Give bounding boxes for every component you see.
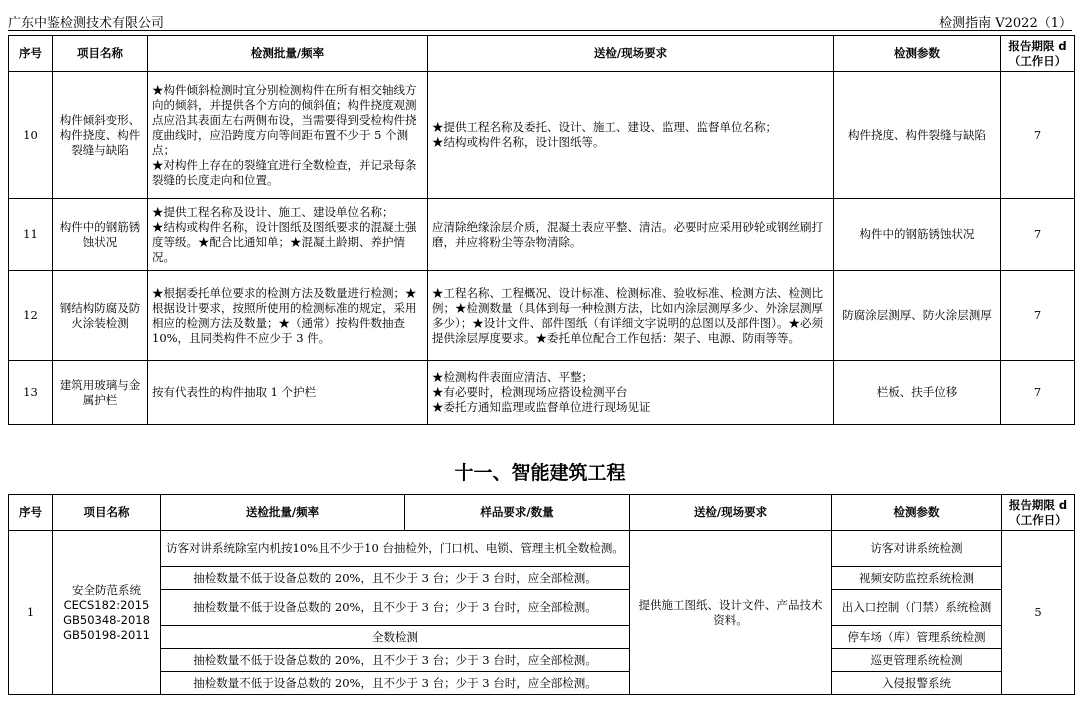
section-title: 十一、智能建筑工程 [454,462,626,484]
row-batch: ★根据委托单位要求的检测方法及数量进行检测；★根据设计要求，按照所使用的检测标准的规定，采用相应的检测方法及数量；★（通常）按构件数抽查 10%，且同类构件不应少于 3 件。 [148,271,428,361]
row-param: 停车场（库）管理系统检测 [832,626,1002,649]
row-name: 构件中的钢筋锈蚀状况 [53,199,148,271]
row-no: 13 [9,361,53,425]
table-row [9,271,1075,361]
table-row [9,649,1075,672]
name-line: 安全防范系统 [72,582,141,597]
col-header-name: 项目名称 [53,36,148,72]
row-days: 7 [1001,271,1075,361]
table-row [9,199,1075,271]
name-line: GB50198-2011 [63,627,150,642]
row-param: 防腐涂层测厚、防火涂层测厚 [834,271,1001,361]
row-batch: 全数检测 [161,626,630,649]
col-header-req: 送检/现场要求 [428,36,834,72]
col-header-days: 报告期限 d （工作日） [1002,495,1075,531]
col-header-param: 检测参数 [834,36,1001,72]
row-batch: ★提供工程名称及设计、施工、建设单位名称； ★结构或构件名称，设计图纸及图纸要求的混凝土强度等级。★配合比通知单；★混凝土龄期、养护情况。 [148,199,428,271]
row-days: 5 [1002,531,1075,695]
table-row [9,567,1075,590]
col-header-batch: 送检批量/频率 [161,495,405,531]
table-structural-tests [8,35,1075,425]
col-header-no: 序号 [9,36,53,72]
row-req: ★提供工程名称及委托、设计、施工、建设、监理、监督单位名称； ★结构或构件名称，设计图纸等。 [428,72,834,199]
row-name [53,531,161,695]
row-batch: 访客对讲系统除室内机按10%且不少于10 台抽检外，门口机、电锁、管理主机全数检测。 [161,531,630,567]
row-days: 7 [1001,361,1075,425]
row-no: 12 [9,271,53,361]
name-line: GB50348-2018 [63,612,150,627]
table-intelligent-building [8,494,1075,695]
row-req: ★检测构件表面应清洁、平整； ★有必要时，检测现场应搭设检测平台 ★委托方通知监理或监督单位进行现场见证 [428,361,834,425]
row-req: 提供施工图纸、设计文件、产品技术资料。 [630,531,832,695]
name-line: CECS182:2015 [63,597,150,612]
row-no: 10 [9,72,53,199]
row-name: 建筑用玻璃与金属护栏 [53,361,148,425]
col-header-sample: 样品要求/数量 [405,495,630,531]
col-header-days: 报告期限 d （工作日） [1001,36,1075,72]
table-header-row [9,36,1075,72]
row-param: 视频安防监控系统检测 [832,567,1002,590]
table-row [9,590,1075,626]
row-days: 7 [1001,72,1075,199]
row-batch: 按有代表性的构件抽取 1 个护栏 [148,361,428,425]
page-header [8,12,1072,31]
row-req: 应清除绝缘涂层介质，混凝土表应平整、清洁。必要时应采用砂轮或钢丝刷打磨，并应将粉尘等杂物清除。 [428,199,834,271]
table-row [9,672,1075,695]
row-no: 11 [9,199,53,271]
row-batch: 抽检数量不低于设备总数的 20%，且不少于 3 台；少于 3 台时，应全部检测。 [161,567,630,590]
table-row [9,72,1075,199]
row-batch: 抽检数量不低于设备总数的 20%，且不少于 3 台；少于 3 台时，应全部检测。 [161,590,630,626]
col-header-req: 送检/现场要求 [630,495,832,531]
table-row [9,531,1075,567]
row-param: 构件挠度、构件裂缝与缺陷 [834,72,1001,199]
row-no: 1 [9,531,53,695]
row-param: 入侵报警系统 [832,672,1002,695]
table-row [9,361,1075,425]
row-param: 出入口控制（门禁）系统检测 [832,590,1002,626]
row-param: 巡更管理系统检测 [832,649,1002,672]
row-param: 构件中的钢筋锈蚀状况 [834,199,1001,271]
row-name: 构件倾斜变形、构件挠度、构件裂缝与缺陷 [53,72,148,199]
table-row [9,626,1075,649]
row-batch: 抽检数量不低于设备总数的 20%，且不少于 3 台；少于 3 台时，应全部检测。 [161,649,630,672]
row-param: 栏板、扶手位移 [834,361,1001,425]
col-header-no: 序号 [9,495,53,531]
row-batch: 抽检数量不低于设备总数的 20%，且不少于 3 台；少于 3 台时，应全部检测。 [161,672,630,695]
row-days: 7 [1001,199,1075,271]
doc-version: 检测指南 V2022（1） [939,16,1072,31]
row-name: 钢结构防腐及防火涂装检测 [53,271,148,361]
col-header-name: 项目名称 [53,495,161,531]
table-header-row [9,495,1075,531]
col-header-param: 检测参数 [832,495,1002,531]
row-batch: ★构件倾斜检测时宜分别检测构件在所有相交轴线方向的倾斜，并提供各个方向的倾斜值；构件挠度观测点应沿其表面左右两侧布设，当需要得到受检构件挠度曲线时，应沿跨度方向等间距布置不少于 5 个测点； ★对构件上存在的裂缝宜进行全数检查，并记录每条裂缝的长度走向和位置。 [148,72,428,199]
row-param: 访客对讲系统检测 [832,531,1002,567]
company-name: 广东中鉴检测技术有限公司 [8,16,165,31]
row-req: ★工程名称、工程概况、设计标准、检测标准、验收标准、检测方法、检测比例；★检测数量（具体到每一种检测方法，比如内涂层测厚多少、外涂层测厚多少）；★设计文件、部件图纸（有详细文字说明的总图以及部件图）。★必须提供涂层厚度要求。★委托单位配合工作包括：架子、电源、防雨等等。 [428,271,834,361]
col-header-batch: 检测批量/频率 [148,36,428,72]
